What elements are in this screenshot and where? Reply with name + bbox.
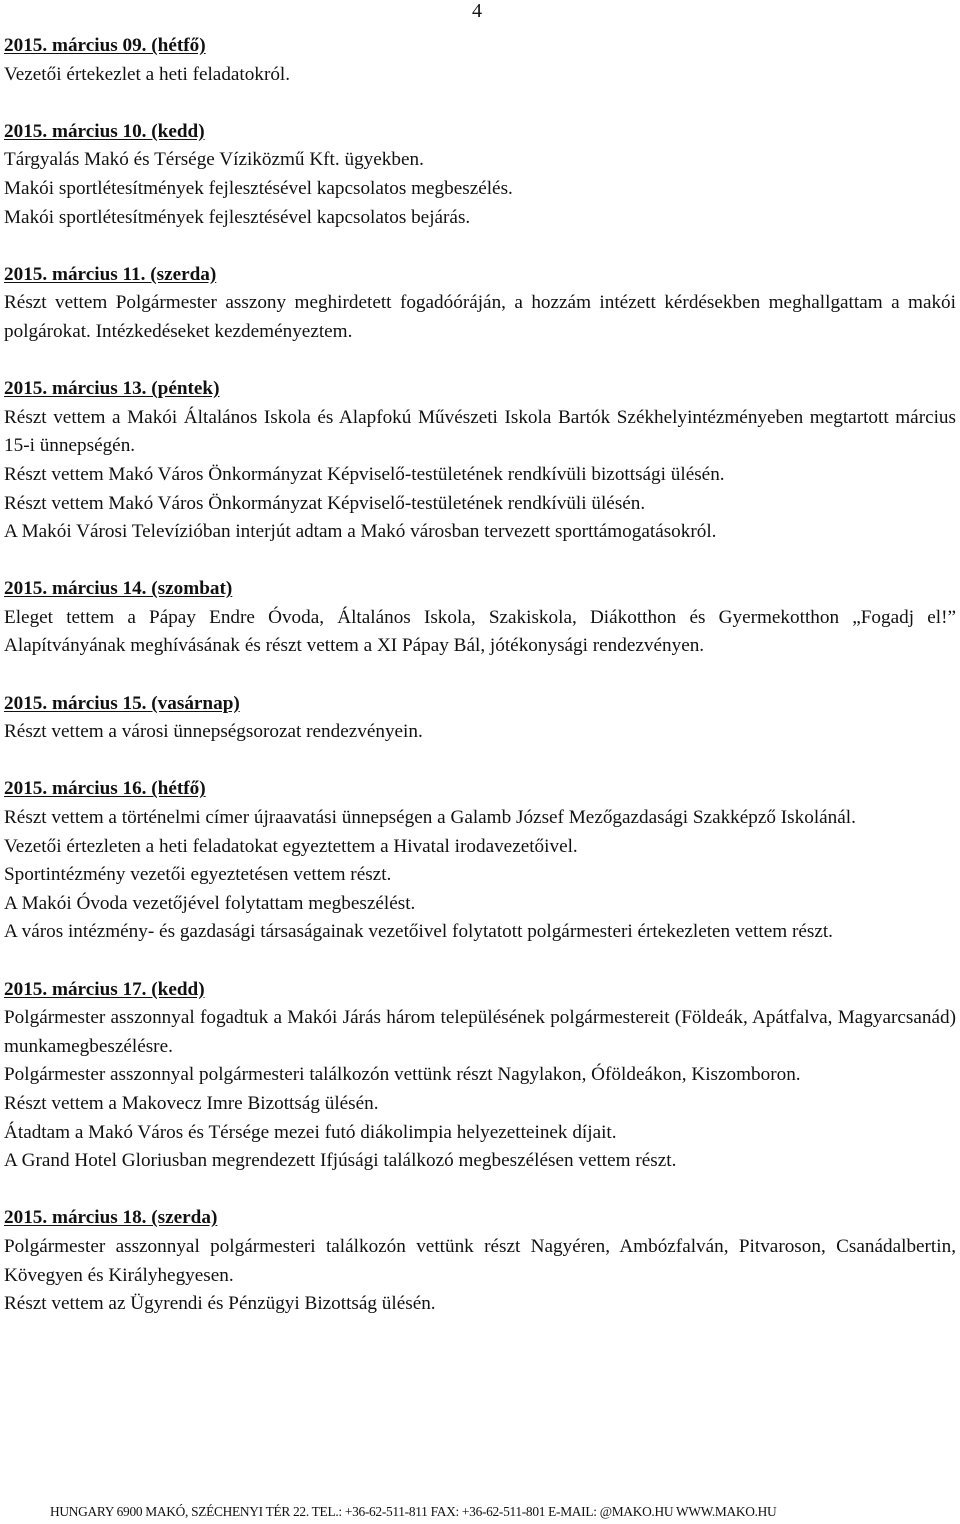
entry-line: Részt vettem Polgármester asszony meghirdetett fogadóóráján, a hozzám intézett kérdésekben meghallgattam a makói polgárokat. Intézkedéseket kezdeményeztem. [4, 292, 956, 342]
diary-entry [4, 375, 956, 547]
diary-entry [4, 575, 956, 661]
diary-entry [4, 261, 956, 347]
entry-date: 2015. március 14. (szombat) [4, 578, 233, 600]
entry-line: Eleget tettem a Pápay Endre Óvoda, Általános Iskola, Szakiskola, Diákotthon és Gyermekotthon „Fogadj el!” Alapítványának meghívásának és részt vettem a XI Pápay Bál, jótékonysági rendezvényen. [4, 606, 956, 657]
diary-entry [4, 690, 956, 747]
entry-line: Részt vettem Makó Város Önkormányzat Képviselő-testületének rendkívüli bizottsági ülésén. [4, 463, 725, 485]
entry-line: Makói sportlétesítmények fejlesztésével kapcsolatos megbeszélés. [4, 177, 513, 199]
entry-line: Vezetői értezleten a heti feladatokat egyeztettem a Hivatal irodavezetőivel. [4, 835, 578, 857]
entry-line: A Makói Városi Televízióban interjút adtam a Makó városban tervezett sporttámogatásokról. [4, 521, 717, 543]
entry-line: Makói sportlétesítmények fejlesztésével kapcsolatos bejárás. [4, 206, 471, 228]
page-number: 4 [472, 0, 482, 22]
entry-line: Részt vettem a városi ünnepségsorozat rendezvényein. [4, 721, 423, 743]
entry-date: 2015. március 13. (péntek) [4, 378, 220, 400]
entry-date: 2015. március 11. (szerda) [4, 263, 217, 285]
entry-line: Polgármester asszonnyal fogadtuk a Makói Járás három településének polgármestereit (Földeák, Apátfalva, Magyarcsanád) munkamegbeszélésre. [4, 1007, 956, 1057]
entry-line: Átadtam a Makó Város és Térsége mezei futó diákolimpia helyezetteinek díjait. [4, 1121, 617, 1143]
entry-line: Polgármester asszonnyal polgármesteri találkozón vettünk részt Nagyéren, Ambózfalván, Pitvaroson, Csanádalbertin, Kövegyen és Királyhegyesen. [4, 1235, 956, 1286]
entry-line: Tárgyalás Makó és Térsége Víziközmű Kft. ügyekben. [4, 149, 424, 171]
entry-date: 2015. március 15. (vasárnap) [4, 692, 240, 714]
entry-date: 2015. március 18. (szerda) [4, 1207, 218, 1229]
entry-line: Vezetői értekezlet a heti feladatokról. [4, 63, 291, 85]
diary-entry [4, 32, 956, 89]
entry-line: A Makói Óvoda vezetőjével folytattam megbeszélést. [4, 892, 416, 914]
entry-line: Részt vettem Makó Város Önkormányzat Képviselő-testületének rendkívüli ülésén. [4, 492, 646, 514]
entry-date: 2015. március 16. (hétfő) [4, 778, 206, 800]
diary-entry [4, 1204, 956, 1318]
entry-date: 2015. március 09. (hétfő) [4, 35, 206, 56]
entry-date: 2015. március 10. (kedd) [4, 120, 205, 142]
entry-line: A város intézmény- és gazdasági társaságainak vezetőivel folytatott polgármesteri értekezleten vettem részt. [4, 921, 833, 943]
entry-line: Részt vettem az Ügyrendi és Pénzügyi Bizottság ülésén. [4, 1293, 436, 1315]
diary-entry [4, 775, 956, 947]
entry-line: Részt vettem a Makói Általános Iskola és Alapfokú Művészeti Iskola Bartók Székhelyintézményeben megtartott március 15-i ünnepségén. [4, 406, 956, 457]
entry-line: Részt vettem a történelmi címer újraavatási ünnepségen a Galamb József Mezőgazdasági Szakképző Iskolánál. [4, 807, 856, 829]
entry-line: A Grand Hotel Gloriusban megrendezett Ifjúsági találkozó megbeszélésen vettem részt. [4, 1150, 677, 1172]
entry-line: Részt vettem a Makovecz Imre Bizottság ülésén. [4, 1092, 379, 1114]
report-body [4, 32, 956, 1347]
entry-date: 2015. március 17. (kedd) [4, 978, 205, 1000]
entry-line: Sportintézmény vezetői egyeztetésen vettem részt. [4, 864, 392, 886]
entry-line: Polgármester asszonnyal polgármesteri találkozón vettünk részt Nagylakon, Óföldeákon, Kiszomboron. [4, 1064, 801, 1086]
diary-entry [4, 118, 956, 232]
page-footer: HUNGARY 6900 MAKÓ, SZÉCHENYI TÉR 22. TEL.: +36-62-511-811 FAX: +36-62-511-801 E-MAIL: @MAKO.HU WWW.MAKO.HU [50, 1504, 777, 1519]
diary-entry [4, 976, 956, 1176]
